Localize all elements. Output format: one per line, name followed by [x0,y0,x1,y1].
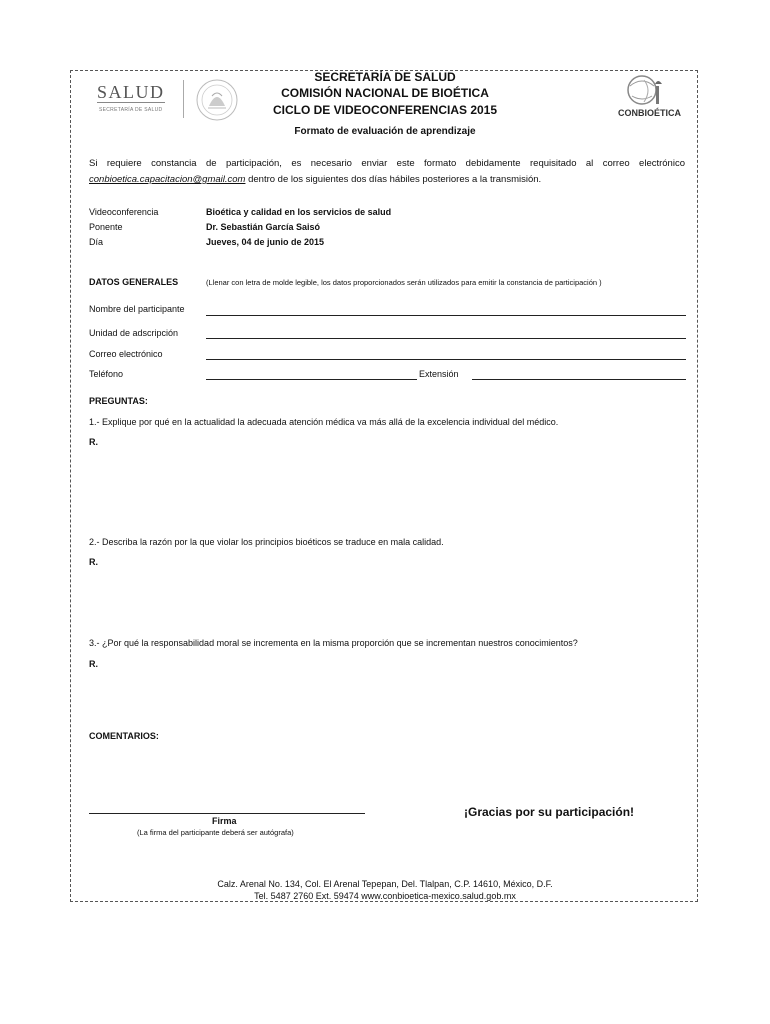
signature-field[interactable] [89,813,365,814]
nombre-field[interactable] [206,315,686,316]
salud-logo-subtitle: SECRETARÍA DE SALUD [99,107,163,113]
label-nombre: Nombre del participante [89,304,185,314]
conbioetica-logo [618,72,681,124]
event-value-ponente: Dr. Sebastián García Saisó [206,222,321,232]
label-unidad: Unidad de adscripción [89,328,179,338]
answer-area-3[interactable] [104,658,684,722]
title-secretaria: SECRETARÍA DE SALUD [314,70,456,84]
signature-label: Firma [212,816,237,826]
datos-generales-note: (Llenar con letra de molde legible, los datos proporcionados serán utilizados para emitir la constancia de participación ) [206,278,602,287]
event-value-videoconferencia: Bioética y calidad en los servicios de salud [206,207,392,217]
preguntas-heading: PREGUNTAS: [89,396,148,406]
footer-contact: Tel. 5487 2760 Ext. 59474 www.conbioetica-mexico.salud.gob.mx [254,891,516,901]
form-subtitle: Formato de evaluación de aprendizaje [294,126,476,137]
datos-generales-heading: DATOS GENERALES [89,277,179,287]
salud-logo-text: SALUD [97,82,165,102]
answer-label-2: R. [89,557,98,567]
thanks-message: ¡Gracias por su participación! [464,805,635,819]
answer-label-1: R. [89,437,98,447]
question-1: 1.- Explique por qué en la actualidad la adecuada atención médica va más allá de la excelencia individual del médico. [89,417,559,427]
unidad-field[interactable] [206,338,686,339]
event-label-dia: Día [89,237,104,247]
extension-field[interactable] [472,379,686,380]
event-label-ponente: Ponente [89,222,123,232]
comentarios-area[interactable] [89,746,685,800]
comentarios-heading: COMENTARIOS: [89,731,159,741]
event-value-dia: Jueves, 04 de junio de 2015 [206,237,325,247]
signature-note: (La firma del participante deberá ser autógrafa) [137,828,294,837]
correo-field[interactable] [206,359,686,360]
footer-address: Calz. Arenal No. 134, Col. El Arenal Tepepan, Del. Tlalpan, C.P. 14610, México, D.F. [217,879,553,889]
telefono-field[interactable] [206,379,417,380]
intro-paragraph [89,156,685,188]
answer-area-2[interactable] [104,556,684,628]
title-ciclo: CICLO DE VIDEOCONFERENCIAS 2015 [272,103,498,117]
title-comision: COMISIÓN NACIONAL DE BIOÉTICA [281,86,489,100]
label-extension: Extensión [419,369,459,379]
answer-label-3: R. [89,659,98,669]
question-2: 2.- Describa la razón por la que violar los principios bioéticos se traduce en mala calidad. [89,537,444,547]
intro-text-after: dentro de los siguientes dos días hábiles posteriores a la transmisión. [245,174,542,185]
email-link[interactable]: conbioetica.capacitacion@gmail.com [89,174,246,185]
intro-text: Si requiere constancia de participación, es necesario enviar este formato debidamente requisitado al correo electrónico [89,158,685,169]
conbioetica-globe-icon [618,72,676,112]
label-telefono: Teléfono [89,369,124,379]
event-label-videoconferencia: Videoconferencia [89,207,159,217]
question-3: 3.- ¿Por qué la responsabilidad moral se incrementa en la misma proporción que se incrementan nuestros conocimientos? [89,638,578,648]
conbioetica-logo-text: CONBIOÉTICA [618,108,681,118]
label-correo: Correo electrónico [89,349,163,359]
answer-area-1[interactable] [104,436,684,526]
